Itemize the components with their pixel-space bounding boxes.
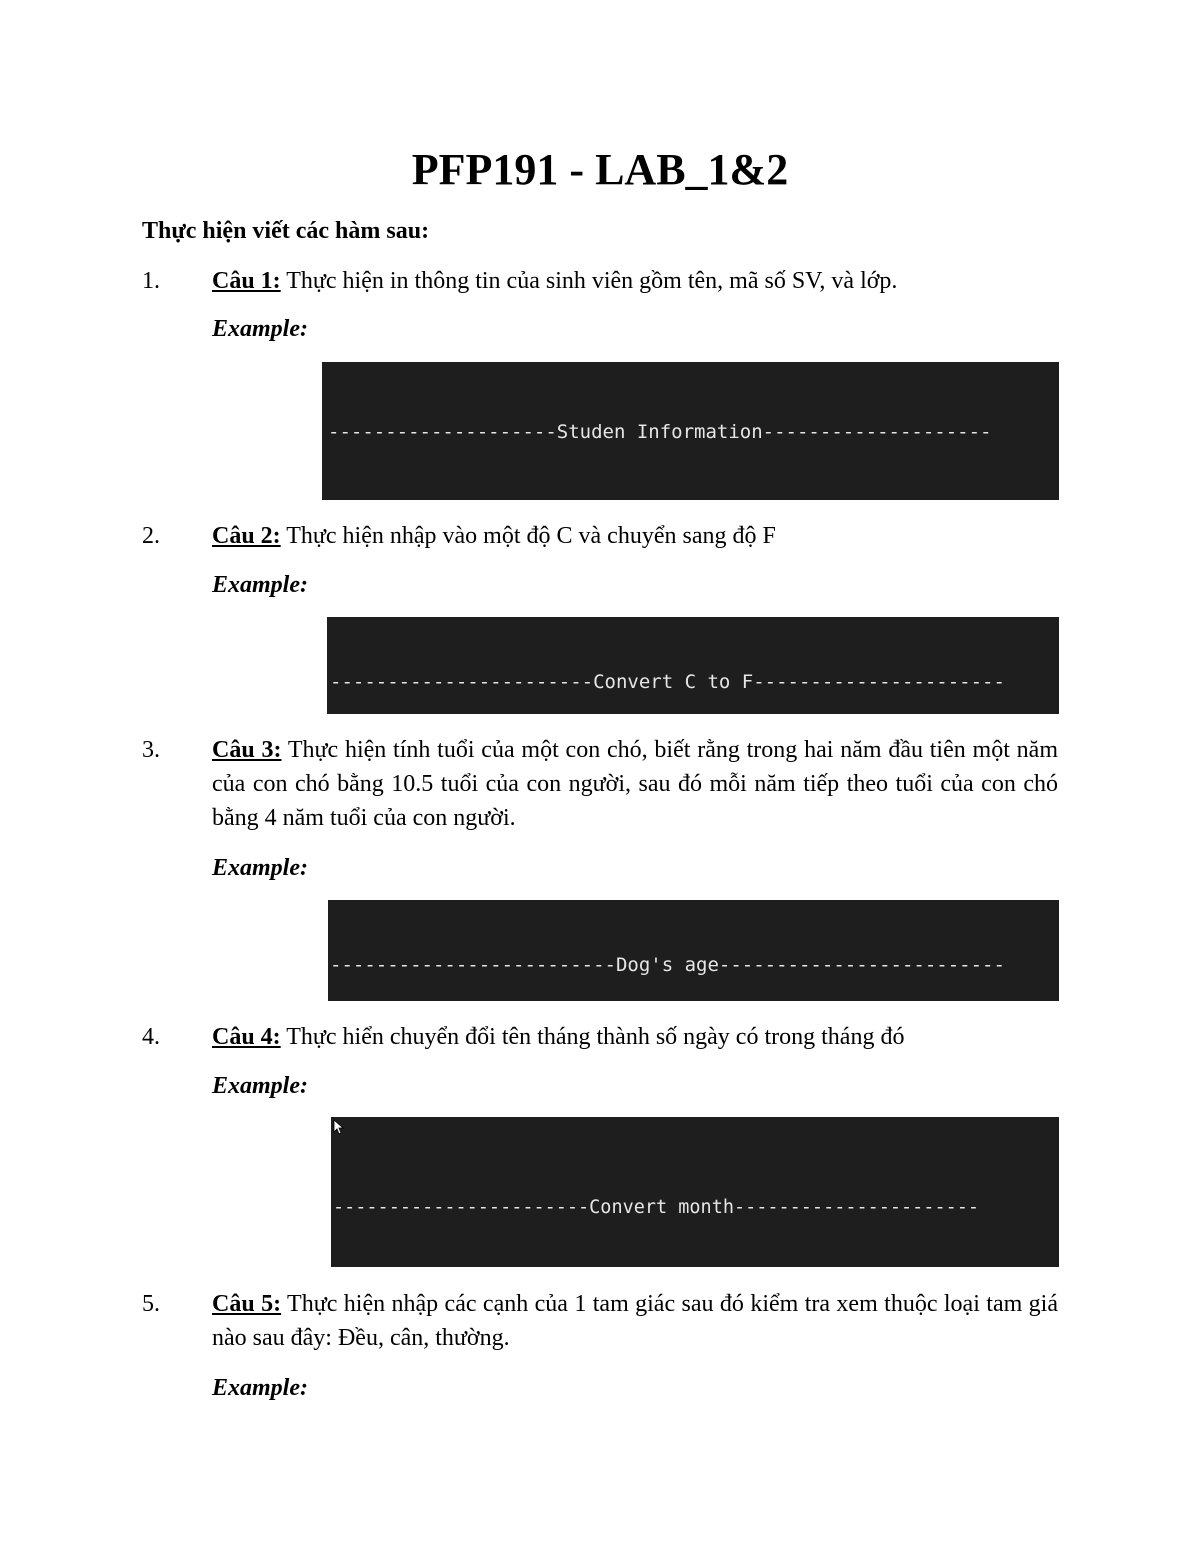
example-label: Example: (212, 1073, 308, 1099)
question-number: 1. (142, 268, 160, 294)
example-label: Example: (212, 316, 308, 342)
question-text: Thực hiện nhập các cạnh của 1 tam giác sau đó kiểm tra xem thuộc loại tam giá nào sau đây: Đều, cân, thường. (212, 1291, 1058, 1351)
question-number: 2. (142, 523, 160, 549)
page-title: PFP191 - LAB_1&2 (411, 145, 789, 194)
example-label: Example: (212, 855, 308, 881)
terminal-line (328, 497, 1059, 500)
example-label: Example: (212, 1375, 308, 1401)
intro-heading: Thực hiện viết các hàm sau: (142, 218, 430, 244)
question-number: 3. (142, 737, 160, 763)
terminal-line: -----------------------Convert month---------------------- (333, 1197, 980, 1218)
terminal-convert-c-to-f (327, 617, 1059, 714)
question-2 (142, 519, 1058, 553)
terminal-convert-month (331, 1117, 1059, 1267)
terminal-line: -------------------------Dog's age------------------------- (330, 954, 1005, 976)
terminal-dogs-age (328, 900, 1059, 1001)
question-text: Thực hiện nhập vào một độ C và chuyển sang độ F (280, 523, 776, 549)
example-label: Example: (212, 572, 308, 598)
question-text: Thực hiện in thông tin của sinh viên gồm tên, mã số SV, và lớp. (280, 268, 898, 294)
question-label: Câu 3: (212, 737, 282, 763)
question-3 (142, 733, 1058, 835)
question-text: Thực hiển chuyển đổi tên tháng thành số ngày có trong tháng đó (280, 1024, 905, 1050)
mouse-pointer-icon (333, 1119, 345, 1135)
terminal-line: --------------------Studen Information-------------------- (328, 421, 992, 443)
question-number: 5. (142, 1291, 160, 1317)
question-label: Câu 5: (212, 1291, 282, 1317)
question-label: Câu 4: (212, 1024, 281, 1050)
question-5 (142, 1287, 1058, 1355)
terminal-line: -----------------------Convert C to F---------------------- (330, 671, 1005, 693)
question-label: Câu 2: (212, 523, 281, 549)
question-text: Thực hiện tính tuổi của một con chó, biết rằng trong hai năm đầu tiên một năm của con chó bằng 10.5 tuổi của con người, sau đó mỗi năm tiếp theo tuổi của con chó bằng 4 năm tuổi của con người. (212, 737, 1058, 831)
question-label: Câu 1: (212, 268, 281, 294)
question-1 (142, 264, 1058, 298)
question-number: 4. (142, 1024, 160, 1050)
terminal-student-information (322, 362, 1059, 500)
question-4 (142, 1020, 1058, 1054)
